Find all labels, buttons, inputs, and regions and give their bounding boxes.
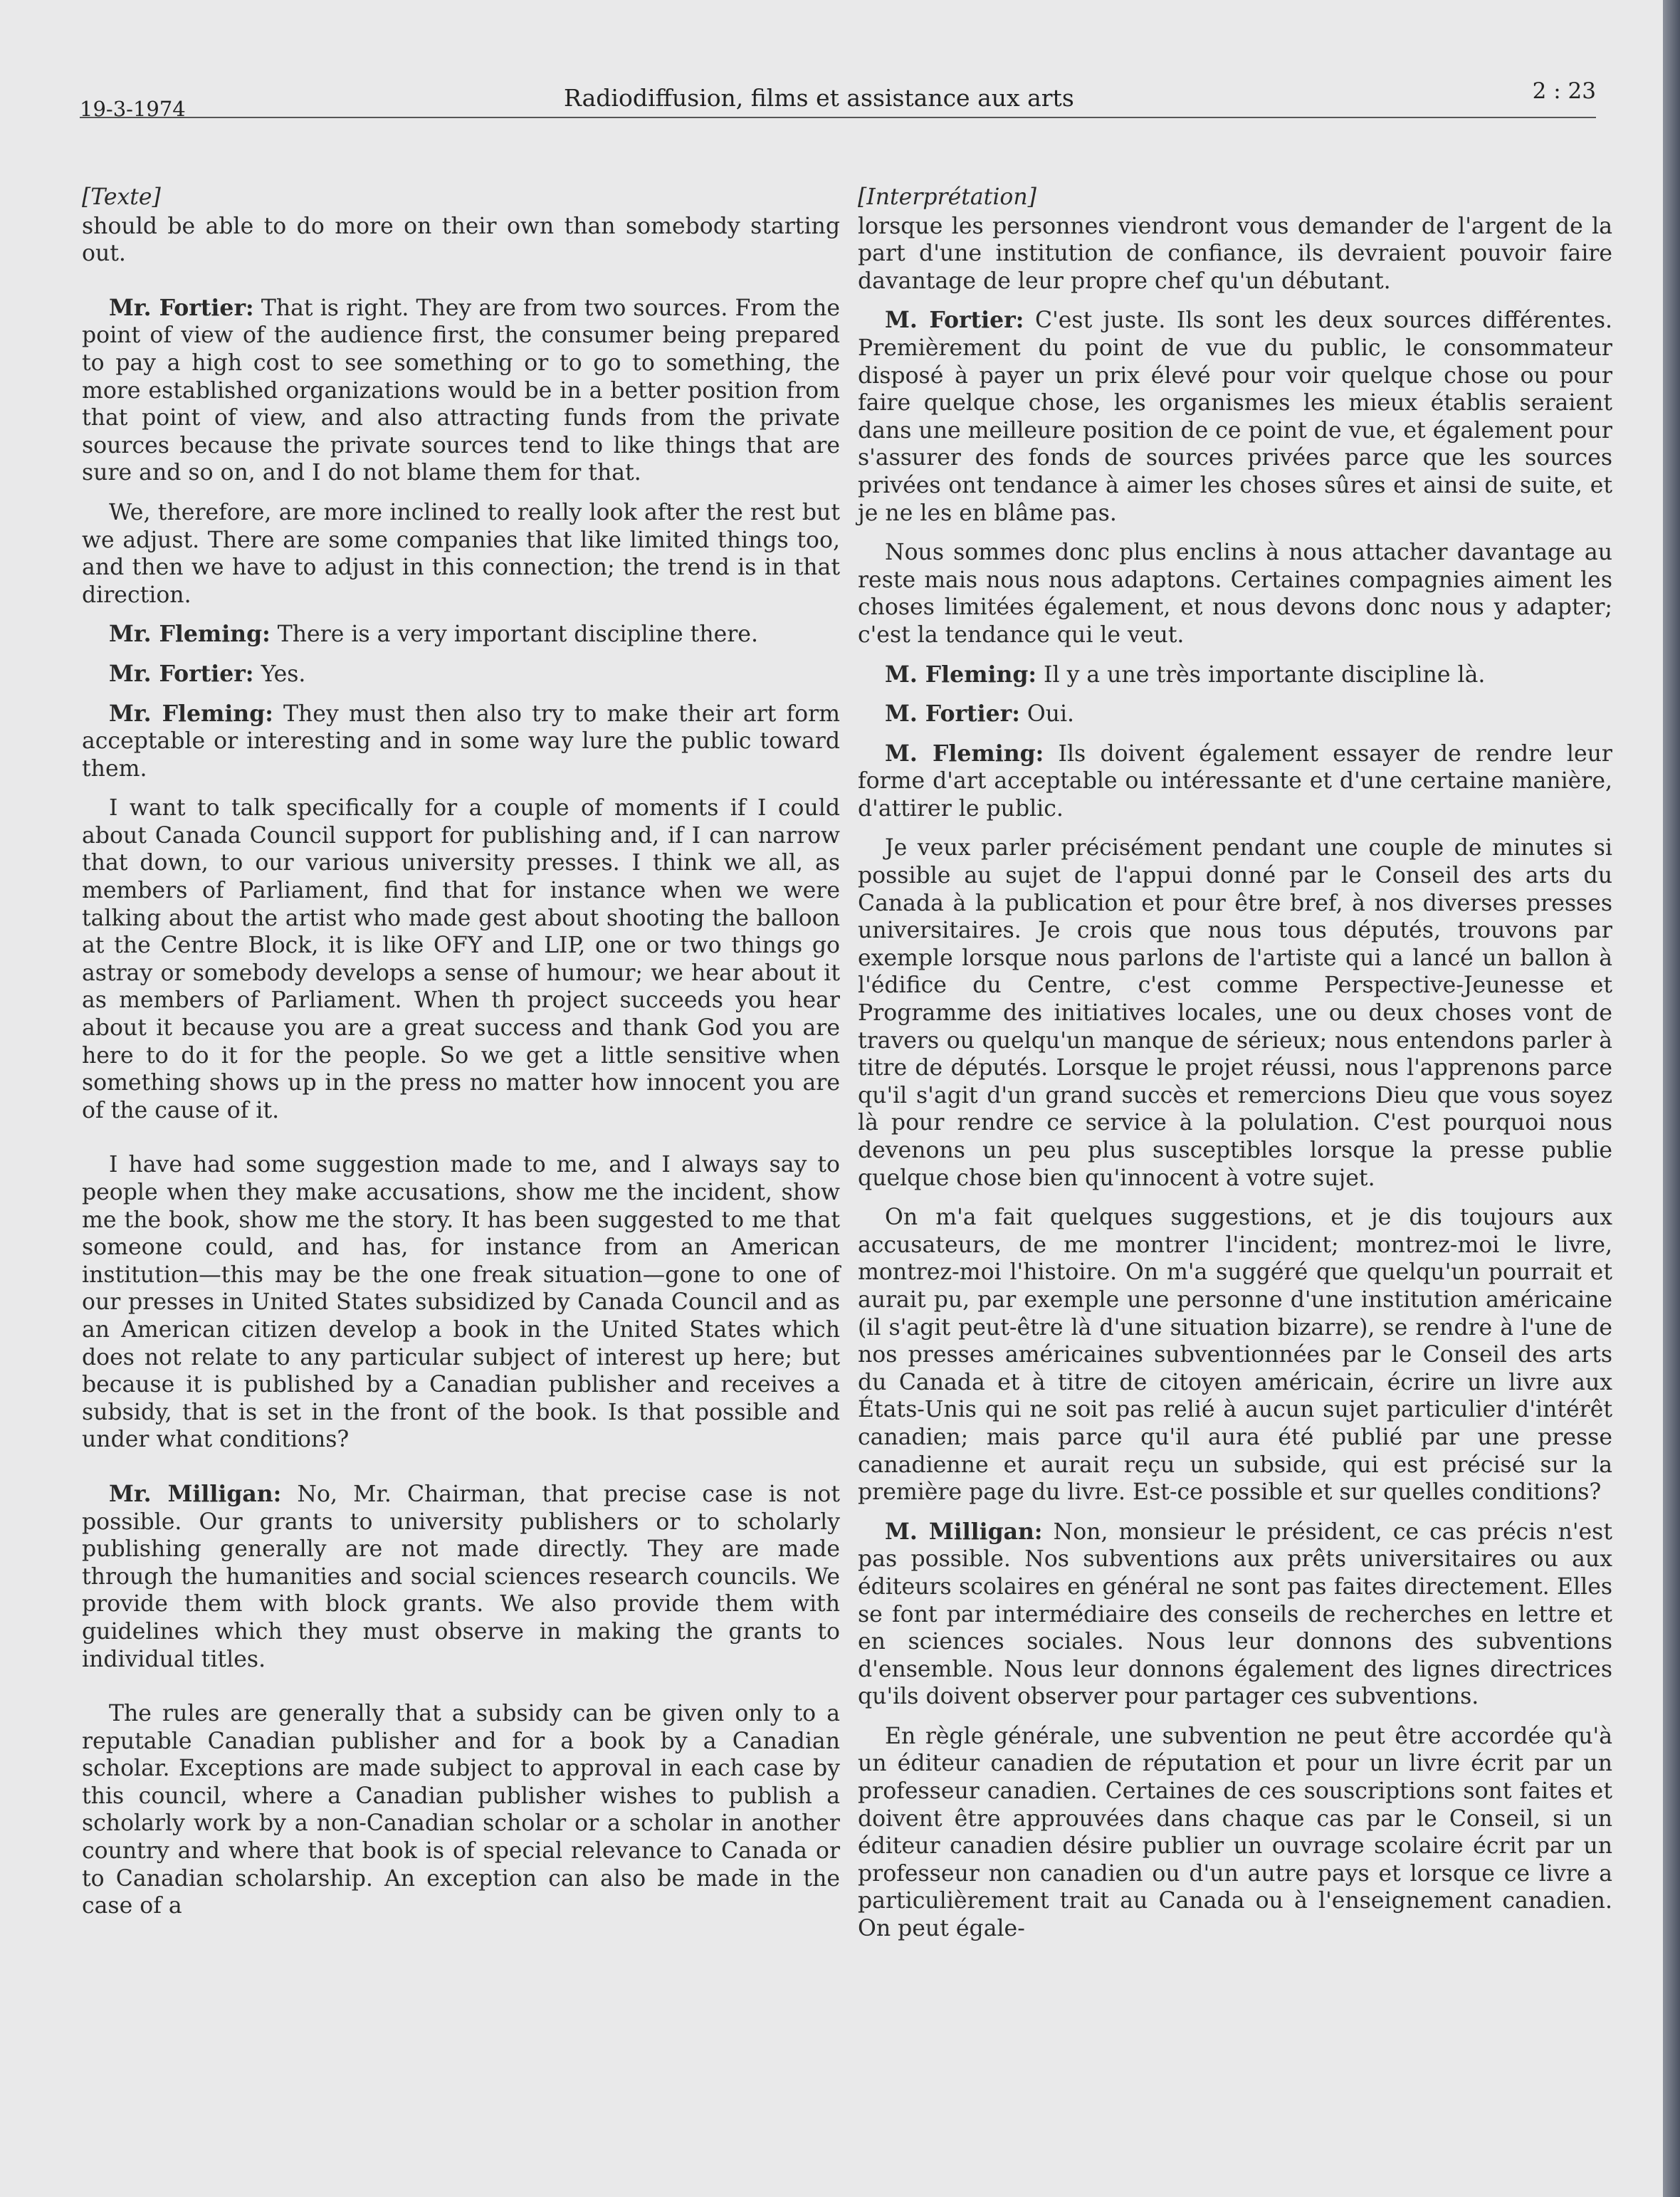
speech-text: Il y a une très importante discipline là. [1044, 661, 1486, 688]
paragraph: lorsque les personnes viendront vous demander de l'argent de la part d'une institution de confiance, ils devraient pouvoir faire davantage de leur propre chef qu'un débutant. [858, 213, 1612, 294]
paragraph: I have had some suggestion made to me, and I always say to people when they make accusations, show me the incident, show me the book, show me the story. It has been suggested to me that someone could, and has, for instance from an American institution—this may be the one freak situation—gone to one of our presses in United States subsidized by Canada Council and as an American citizen develop a book in the United States which does not relate to any particular subject of interest up here; but because it is published by a Canadian publisher and receives a subsidy, that is set in the front of the book. Is that possible and under what conditions? [82, 1152, 840, 1453]
french-column [858, 184, 1612, 1955]
speaker-name: Mr. Fleming: [109, 621, 271, 648]
paragraph [82, 701, 840, 783]
speaker-name: Mr. Milligan: [109, 1480, 282, 1507]
paragraph [858, 661, 1612, 689]
paragraph [82, 295, 840, 487]
speaker-name: M. Fortier: [885, 701, 1020, 728]
speech-text: Oui. [1027, 701, 1075, 728]
paragraph: Je veux parler précisément pendant une couple de minutes si possible au sujet de l'appui donné par le Conseil des arts du Canada à la publication et pour être bref, à nos diverses presses universitaires. Je crois que nous tous députés, trouvons par exemple lorsque nous parlons de l'artiste qui a lancé un ballon à l'édifice du Centre, c'est comme Perspective-Jeunesse et Programme des initiatives locales, une ou deux choses vont de travers ou quelqu'un manque de sérieux; nous entendons parler à titre de députés. Lorsque le projet réussi, nous l'apprenons parce qu'il s'agit d'un grand succès et remercions Dieu que vous soyez là pour rendre ce service à la polulation. C'est pourquoi nous devenons un peu plus susceptibles lorsque la presse publie quelque chose bien qu'innocent à votre sujet. [858, 835, 1612, 1191]
speaker-name: M. Fleming: [885, 661, 1037, 688]
paragraph: On m'a fait quelques suggestions, et je dis toujours aux accusateurs, de me montrer l'incident; montrez-moi le livre, montrez-moi l'histoire. On m'a suggéré que quelqu'un pourrait et aurait pu, par exemple une personne d'une institution américaine (il s'agit peut-être là d'une situation bizarre), se rendre à l'une de nos presses américaines subventionnées par le Conseil des arts du Canada et à titre de citoyen américain, écrire un livre aux États-Unis qui ne soit pas relié à aucun sujet particulier d'intérêt canadien; mais parce qu'il aura été publié par une presse canadienne et aurait reçu un subside, qui est précisé sur la première page du livre. Est-ce possible et sur quelles conditions? [858, 1205, 1612, 1506]
speaker-name: Mr. Fortier: [109, 294, 254, 321]
speaker-name: M. Milligan: [885, 1518, 1043, 1545]
speech-text: Ils doivent également essayer de rendre leur forme d'art acceptable ou intéressante et d'une certaine manière, d'attirer le public. [858, 740, 1612, 822]
binder-edge [1663, 0, 1680, 2197]
paragraph: En règle générale, une subvention ne peut être accordée qu'à un éditeur canadien de réputation et pour un livre écrit par un professeur canadien. Certaines de ces souscriptions sont faites et doivent être approuvées dans chaque cas par le Conseil, si un éditeur canadien désire publier un ouvrage scolaire écrit par un professeur non canadien ou d'un autre pays et lorsque ce livre a particulièrement trait au Canada ou à l'enseignement canadien. On peut égale- [858, 1723, 1612, 1942]
speech-text: Non, monsieur le président, ce cas précis n'est pas possible. Nos subventions aux prêts universitaires ou aux éditeurs scolaires en général ne sont pas faites directement. Elles se font par intermédiaire des conseils de recherches en lettre et en sciences sociales. Nous leur donnons des subventions d'ensemble. Nous leur donnons également des lignes directrices qu'ils doivent observer pour partager ces subventions. [858, 1519, 1612, 1710]
header-title: Radiodiffusion, films et assistance aux arts [564, 84, 1074, 112]
paragraph [82, 661, 840, 688]
speech-text: They must then also try to make their art form acceptable or interesting and in some way lure the public toward them. [82, 701, 841, 782]
column-label: [Texte] [82, 184, 161, 210]
paragraph [858, 701, 1612, 728]
header-date: 19-3-1974 [80, 97, 186, 121]
speaker-name: M. Fortier: [885, 307, 1024, 334]
header-page-number: 2 : 23 [1532, 78, 1596, 104]
paragraph: Nous sommes donc plus enclins à nous attacher davantage au reste mais nous nous adaptons. Certaines compagnies aiment les choses limitées également, et nous devons donc nous y adapter; c'est la tendance qui le veut. [858, 540, 1612, 648]
speech-text: No, Mr. Chairman, that precise case is not possible. Our grants to university publishers or to scholarly publishing generally are not made directly. They are made through the humanities and social sciences research councils. We provide them with block grants. We also provide them with guidelines which they must observe in making the grants to individual titles. [82, 1481, 840, 1672]
speech-text: There is a very important discipline there. [277, 622, 758, 648]
speech-text: Yes. [261, 661, 306, 687]
speech-text: C'est juste. Ils sont les deux sources différentes. Premièrement du point de vue du public, le consommateur disposé à payer un prix élevé pour voir quelque chose ou pour faire quelque chose, les organismes les mieux établis seraient dans une meilleure position de ce point de vue, et également pour s'assurer des fonds de sources privées parce que les sources privées ont tendance à aimer les choses sûres et ainsi de suite, et je ne les en blâme pas. [858, 308, 1612, 526]
paragraph [82, 621, 840, 649]
paragraph: I want to talk specifically for a couple of moments if I could about Canada Council support for publishing and, if I can narrow that down, to our various university presses. I think we all, as members of Parliament, find that for instance when we were talking about the artist who made gest about shooting the balloon at the Centre Block, it is like OFY and LIP, one or two things go astray or somebody develops a sense of humour; we hear about it as members of Parliament. When th project succeeds you hear about it because you are a great success and thank God you are here to do it for the people. So we get a little sensitive when something shows up in the press no matter how innocent you are of the cause of it. [82, 795, 840, 1123]
paragraph [858, 1519, 1612, 1711]
paragraph: should be able to do more on their own than somebody starting out. [82, 213, 840, 267]
paragraph: We, therefore, are more inclined to really look after the rest but we adjust. There are some companies that like limited things too, and then we have to adjust in this connection; the trend is in that direction. [82, 499, 840, 608]
paragraph [858, 307, 1612, 527]
column-label: [Interprétation] [858, 184, 1036, 210]
paragraph [82, 1481, 840, 1673]
speaker-name: Mr. Fortier: [109, 660, 254, 687]
paragraph: The rules are generally that a subsidy can be given only to a reputable Canadian publisher and for a book by a Canadian scholar. Exceptions are made subject to approval in each case by this council, where a Canadian publisher wishes to publish a scholarly work by a non-Canadian scholar or a scholar in another country and where that book is of special relevance to Canada or to Canadian scholarship. An exception can also be made in the case of a [82, 1701, 840, 1919]
english-column [82, 184, 840, 1932]
speaker-name: Mr. Fleming: [109, 700, 273, 727]
running-header [80, 77, 1596, 121]
speech-text: That is right. They are from two sources. From the point of view of the audience first, the consumer being prepared to pay a high cost to see something or to go to something, the more established organizations would be in a better position from that point of view, and also attracting funds from the private sources because the private sources tend to like things that are sure and so on, and I do not blame them for that. [82, 295, 840, 486]
paragraph [858, 740, 1612, 823]
speaker-name: M. Fleming: [885, 740, 1044, 767]
